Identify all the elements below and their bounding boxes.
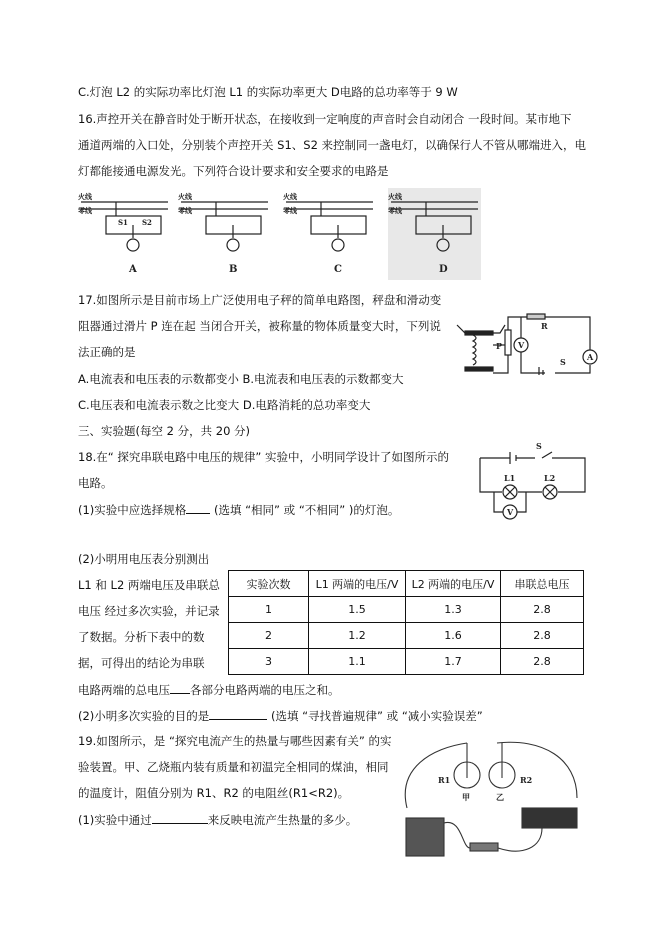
table-cell: 2 — [229, 623, 309, 649]
answer-blank[interactable] — [170, 681, 190, 694]
table-cell: 1.2 — [309, 623, 406, 649]
q17-options-ab: A.电流表和电压表的示数都变小 B.电流表和电压表的示数都变大 — [78, 372, 404, 386]
q16-text: 16.声控开关在静音时处于断开状态，在接收到一定响度的声音时会自动闭合 一段时间。某市地下 — [78, 112, 572, 126]
table-cell: 1.5 — [309, 597, 406, 623]
neutral-wire-label: 零线 — [178, 206, 192, 215]
table-cell: 1 — [229, 597, 309, 623]
section-3-heading: 三、实验题(每空 2 分，共 20 分) — [78, 424, 251, 438]
table-header-row — [229, 571, 584, 597]
voltmeter-label: V — [507, 507, 514, 517]
q17-scale-circuit-figure — [445, 305, 605, 375]
table-cell: 1.7 — [406, 649, 501, 675]
q18-text: 电路。 — [78, 476, 113, 490]
q19-text: 验装置。甲、乙烧瓶内装有质量和初温完全相同的煤油，相同 — [78, 760, 389, 774]
q18-part2-text: 电路两端的总电压 — [78, 683, 170, 697]
resistor-r2-label: R2 — [520, 775, 533, 785]
live-wire-label: 火线 — [178, 192, 192, 201]
lamp-l1-label: L1 — [504, 473, 516, 483]
q18-part2-text: (2)小明用电压表分别测出 — [78, 552, 210, 566]
q19-part1-text: 来反映电流产生热量的多少。 — [207, 813, 358, 827]
live-wire-label: 火线 — [388, 192, 402, 201]
q18-part1 — [78, 501, 399, 518]
lamp-l2-label: L2 — [544, 473, 556, 483]
switch-s-label: S — [560, 357, 566, 367]
table-cell: 1.1 — [309, 649, 406, 675]
slider-p-label: P — [496, 341, 503, 351]
q17-text: 法正确的是 — [78, 345, 136, 359]
live-wire-label: 火线 — [283, 192, 297, 201]
live-wire-label: 火线 — [78, 192, 92, 201]
q18-series-circuit-figure — [470, 440, 595, 520]
q18-part2-text: L1 和 L2 两端电压及串联总 — [78, 578, 220, 592]
table-header: 串联总电压 — [501, 571, 584, 597]
neutral-wire-label: 零线 — [388, 206, 402, 215]
table-cell: 3 — [229, 649, 309, 675]
table-header: 实验次数 — [229, 571, 309, 597]
q17-text: 阻器通过滑片 P 连在起 当闭合开关，被称量的物体质量变大时，下列说 — [78, 319, 441, 333]
q17-options-cd: C.电压表和电流表示数之比变大 D.电路消耗的总功率变大 — [78, 398, 371, 412]
answer-blank[interactable] — [152, 811, 208, 824]
q18-part2-text: 据，可得出的结论为串联 — [78, 656, 205, 670]
option-a-label: A — [129, 264, 137, 275]
table-cell: 1.3 — [406, 597, 501, 623]
voltmeter-label: V — [518, 340, 525, 350]
q19-text: 的温度计，阻值分别为 R1、R2 的电阻丝(R1<R2)。 — [78, 786, 350, 800]
q18-part2-text: 电压 经过多次实验，并记录 — [78, 604, 220, 618]
table-cell: 2.8 — [501, 649, 584, 675]
q18-part1-text: (选填 “相同” 或 “不相同” )的灯泡。 — [210, 503, 400, 517]
q18-part3 — [78, 707, 483, 724]
q15-options-cd: C.灯泡 L2 的实际功率比灯泡 L1 的实际功率更大 D电路的总功率等于 9 W — [78, 85, 458, 99]
resistor-r-label: R — [541, 321, 548, 331]
table-row — [229, 597, 584, 623]
option-d-label: D — [439, 264, 448, 275]
q18-part2-text: 各部分电路两端的电压之和。 — [190, 683, 340, 697]
resistor-r1-label: R1 — [438, 775, 451, 785]
q18-part2-text: 了数据。分析下表中的数 — [78, 630, 205, 644]
switch-s1-label: S1 — [118, 218, 128, 227]
q18-part3-text: (2)小明多次实验的目的是 — [78, 709, 210, 723]
table-cell: 1.6 — [406, 623, 501, 649]
q16-text: 灯都能接通电源发光。下列符合设计要求和安全要求的电路是 — [78, 164, 389, 178]
q19-part1 — [78, 811, 357, 828]
neutral-wire-label: 零线 — [78, 206, 92, 215]
answer-blank[interactable] — [209, 707, 267, 720]
option-c-label: C — [334, 264, 342, 275]
table-cell: 2.8 — [501, 623, 584, 649]
q18-part1-text: (1)实验中应选择规格 — [78, 503, 187, 517]
flask-jia-label: 甲 — [462, 792, 470, 802]
switch-s2-label: S2 — [142, 218, 152, 227]
q16-text: 通道两端的入口处，分别装个声控开关 S1、S2 来控制同一盏电灯，以确保行人不管从哪端进入，电 — [78, 138, 587, 152]
q18-text: 18.在“ 探究串联电路中电压的规律” 实验中，小明同学设计了如图所示的 — [78, 450, 450, 464]
ammeter-label: A — [587, 352, 594, 362]
q18-part3-text: (选填 “寻找普遍规律” 或 “减小实验误差” — [267, 709, 483, 723]
q19-part1-text: (1)实验中通过 — [78, 813, 152, 827]
neutral-wire-label: 零线 — [283, 206, 297, 215]
flask-yi-label: 乙 — [496, 792, 504, 802]
q19-text: 19.如图所示，是 “探究电流产生的热量与哪些因素有关” 的实 — [78, 734, 392, 748]
table-row — [229, 649, 584, 675]
q19-heating-apparatus-figure — [392, 738, 592, 863]
option-b-label: B — [229, 264, 238, 275]
voltage-data-table — [228, 570, 584, 675]
table-header: L1 两端的电压/V — [309, 571, 406, 597]
q16-circuit-options-figure — [76, 188, 481, 280]
table-header: L2 两端的电压/V — [406, 571, 501, 597]
answer-blank[interactable] — [186, 501, 210, 514]
q18-part2-conclusion — [78, 681, 340, 698]
q17-text: 17.如图所示是目前市场上广泛使用电子秤的简单电路图，秤盘和滑动变 — [78, 293, 442, 307]
switch-s-label: S — [536, 441, 542, 451]
table-cell: 2.8 — [501, 597, 584, 623]
table-row — [229, 623, 584, 649]
